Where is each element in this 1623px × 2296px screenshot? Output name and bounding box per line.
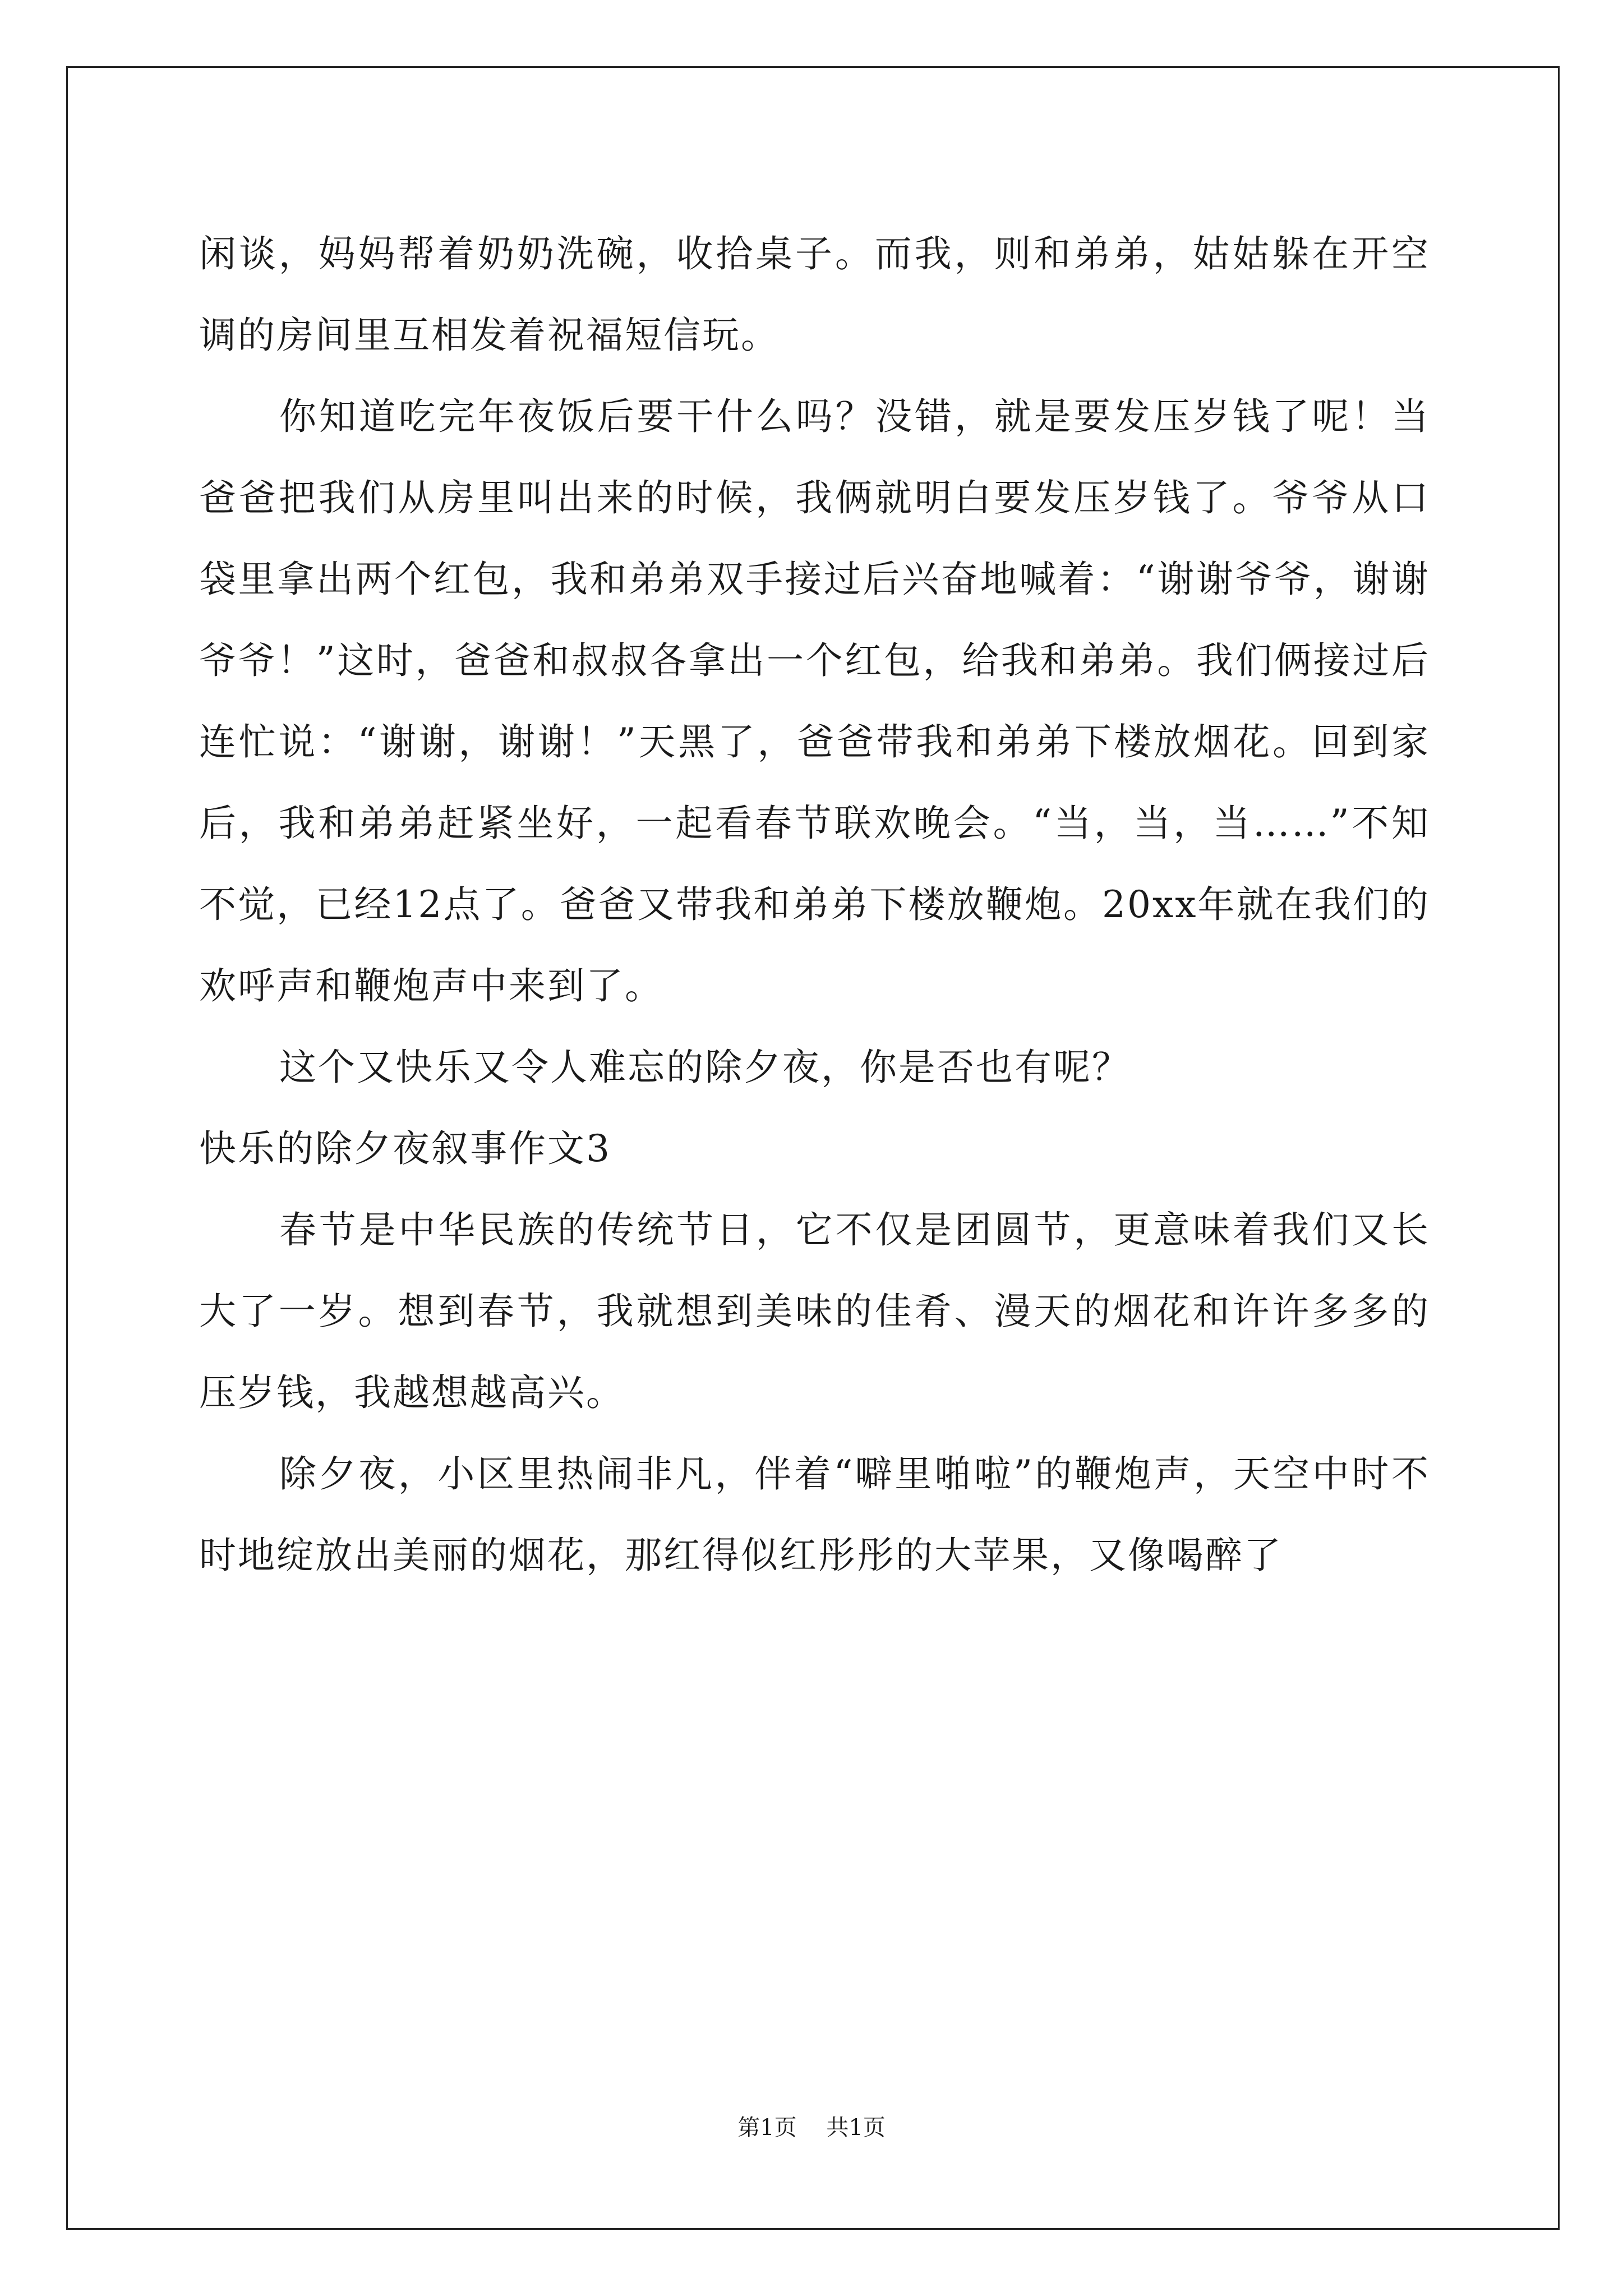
page-footer bbox=[0, 2114, 1623, 2142]
paragraph: 你知道吃完年夜饭后要干什么吗？没错，就是要发压岁钱了呢！当爸爸把我们从房里叫出来的时候，我俩就明白要发压岁钱了。爷爷从口袋里拿出两个红包，我和弟弟双手接过后兴奋地喊着：“谢谢爷爷，谢谢爷爷！”这时，爸爸和叔叔各拿出一个红包，给我和弟弟。我们俩接过后连忙说：“谢谢，谢谢！”天黑了，爸爸带我和弟弟下楼放烟花。回到家后，我和弟弟赶紧坐好，一起看春节联欢晚会。“当，当，当……”不知不觉，已经12点了。爸爸又带我和弟弟下楼放鞭炮。20xx年就在我们的欢呼声和鞭炮声中来到了。 bbox=[199, 395, 1430, 1007]
paragraph: 除夕夜，小区里热闹非凡，伴着“噼里啪啦”的鞭炮声，天空中时不时地绽放出美丽的烟花，那红得似红彤彤的大苹果，又像喝醉了 bbox=[199, 1452, 1430, 1577]
paragraph: 这个又快乐又令人难忘的除夕夜，你是否也有呢？ bbox=[279, 1046, 1131, 1089]
document-body bbox=[199, 213, 1430, 1596]
paragraph: 闲谈，妈妈帮着奶奶洗碗，收拾桌子。而我，则和弟弟，姑姑躲在开空调的房间里互相发着祝福短信玩。 bbox=[199, 232, 1430, 357]
section-title: 快乐的除夕夜叙事作文3 bbox=[199, 1127, 611, 1170]
paragraph: 春节是中华民族的传统节日，它不仅是团圆节，更意味着我们又长大了一岁。想到春节，我就想到美味的佳肴、漫天的烟花和许许多多的压岁钱，我越想越高兴。 bbox=[199, 1208, 1430, 1414]
page-total: 共1页 bbox=[826, 2115, 886, 2141]
page-number: 第1页 bbox=[737, 2115, 797, 2141]
